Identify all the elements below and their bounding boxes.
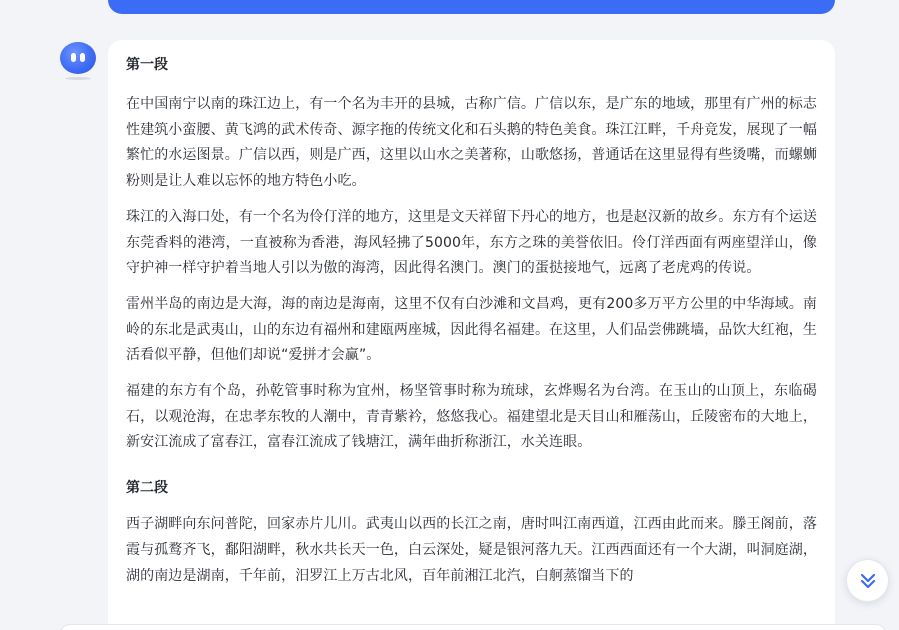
assistant-avatar	[60, 42, 96, 78]
answer-paragraph: 在中国南宁以南的珠江边上，有一个名为丰开的县城，古称广信。广信以东，是广东的地域，那里有广州的标志性建筑小蛮腰、黄飞鸿的武术传奇、源字拖的传统文化和石头鹅的特色美食。珠江江畔，千舟竞发，展现了一幅繁忙的水运图景。广信以西，则是广西，这里以山水之美著称，山歌悠扬，普通话在这里显得有些烫嘴，而螺蛳粉则是让人难以忘怀的地方特色小吃。	[126, 96, 817, 190]
assistant-answer-card	[108, 40, 835, 630]
answer-paragraph: 雷州半岛的南边是大海，海的南边是海南，这里不仅有白沙滩和文昌鸡，更有200多万平方公里的中华海域。南岭的东北是武夷山，山的东边有福州和建瓯两座城，因此得名福建。在这里，人们品尝佛跳墙，品饮大红袍，生活看似平静，但他们却说“爱拼才会赢”。	[126, 295, 817, 364]
answer-paragraph: 西子湖畔向东问普陀，回家赤片儿川。武夷山以西的长江之南，唐时叫江南西道，江西由此而来。滕王阁前，落霞与孤鹜齐飞，鄱阳湖畔，秋水共长天一色，白云深处，疑是银河落九天。江西西面还有一个大湖，叫洞庭湖，湖的南边是湖南，千年前，汨罗江上万古北风，百年前湘江北汽，白舸蒸馏当下的	[126, 516, 817, 584]
user-message-bubble	[108, 0, 835, 14]
double-chevron-down-icon	[858, 571, 878, 591]
answer-paragraph: 珠江的入海口处，有一个名为伶仃洋的地方，这里是文天祥留下丹心的地方，也是赵汉新的故乡。东方有个运送东莞香料的港湾，一直被称为香港，海风轻拂了5000年，东方之珠的美誉依旧。伶仃洋西面有两座望洋山，像守护神一样守护着当地人引以为傲的海湾，因此得名澳门。澳门的蛋挞接地气，远离了老虎鸡的传说。	[126, 208, 817, 277]
avatar-eye-right	[80, 53, 85, 62]
avatar-shadow	[65, 77, 91, 80]
message-input-box[interactable]	[60, 624, 886, 630]
avatar-eye-left	[71, 53, 76, 62]
robot-face-icon	[60, 42, 96, 74]
answer-paragraph: 福建的东方有个岛，孙乾管事时称为宜州，杨坚管事时称为琉球，玄烨赐名为台湾。在玉山的山顶上，东临碣石，以观沧海，在忠孝东牧的人潮中，青青紫衿，悠悠我心。福建望北是天目山和雁荡山，丘陵密布的大地上，新安江流成了富春江，富春江流成了钱塘江，满年曲折称浙江，水关连眼。	[126, 383, 817, 451]
scroll-to-bottom-button[interactable]	[846, 559, 889, 602]
section-heading: 第一段	[126, 57, 168, 73]
section-heading: 第二段	[126, 480, 168, 497]
